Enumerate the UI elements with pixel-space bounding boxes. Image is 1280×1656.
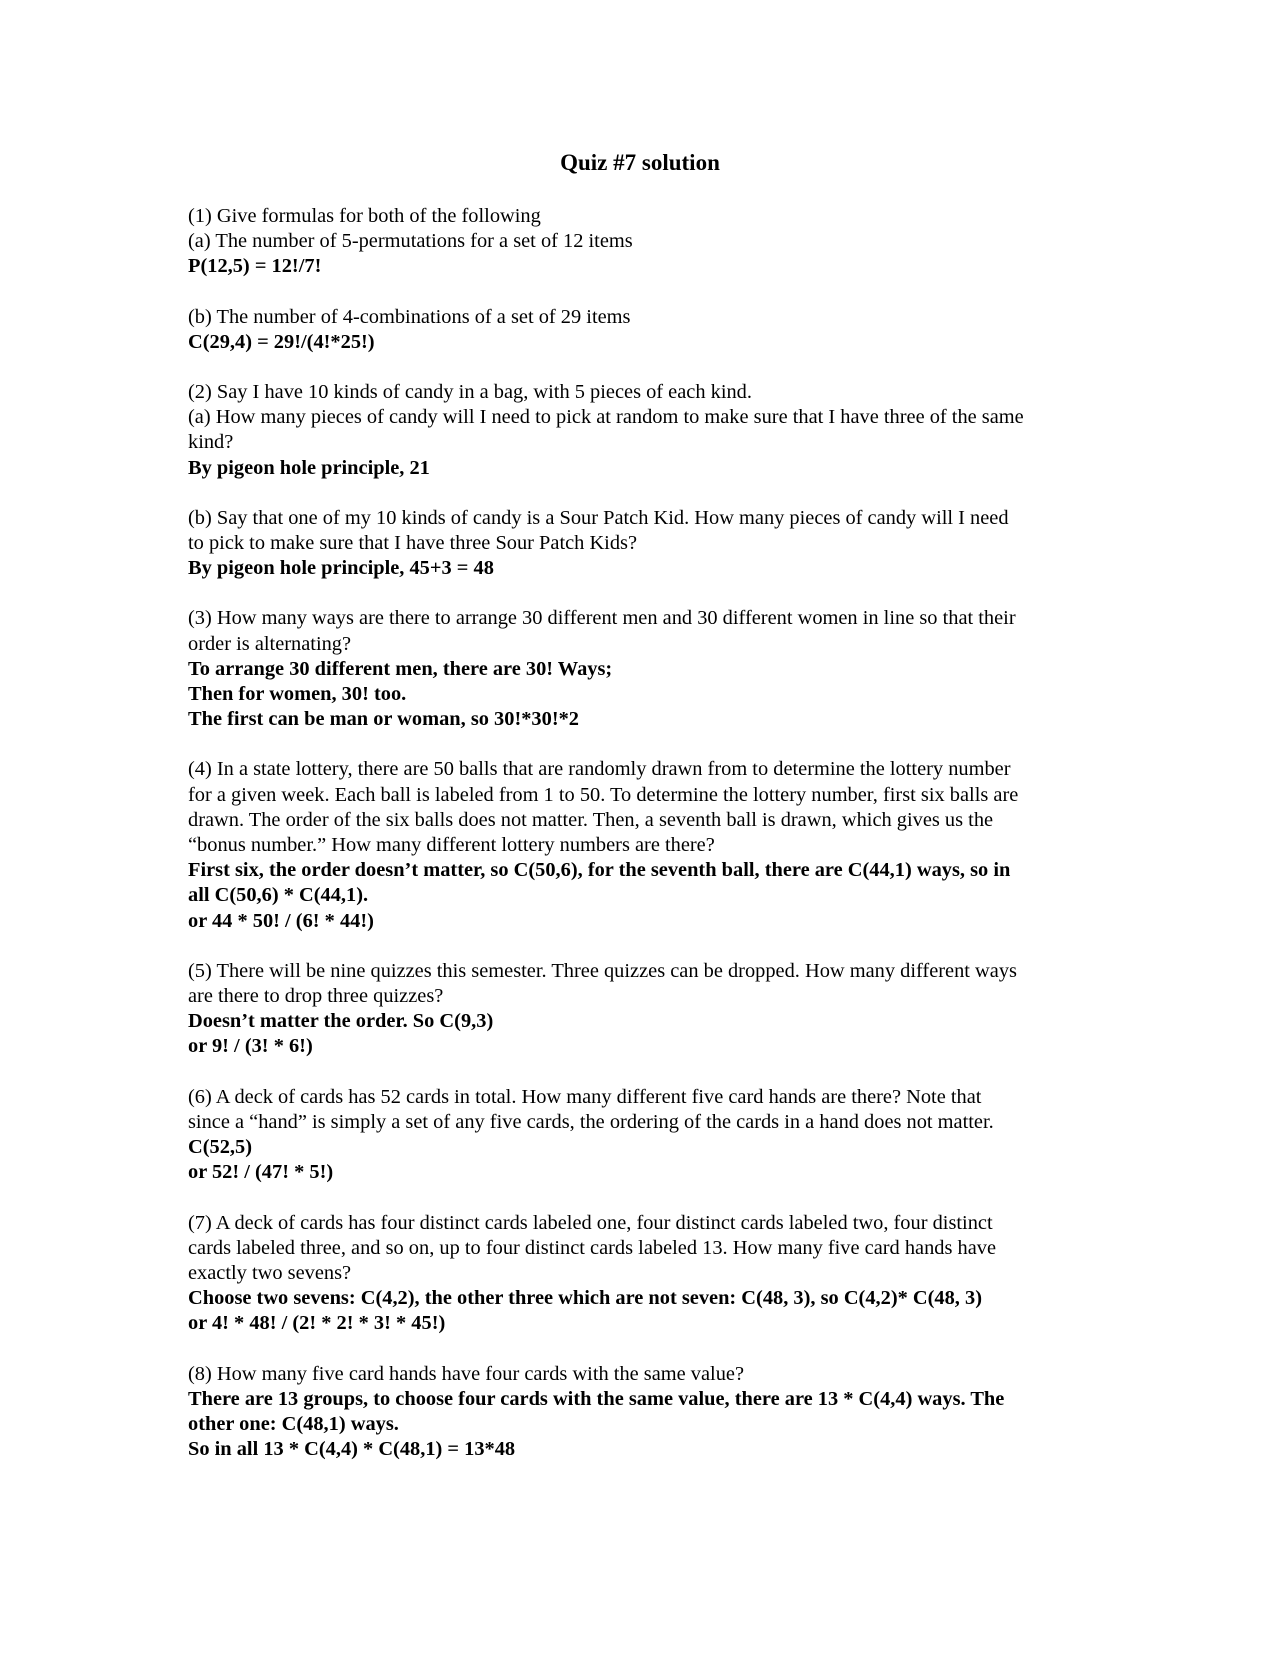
answer-line: The first can be man or woman, so 30!*30!*2 — [188, 708, 579, 731]
question-line: (4) In a state lottery, there are 50 balls that are randomly drawn from to determine the lottery number — [188, 758, 1011, 781]
question-section — [188, 959, 1088, 1060]
answer-line: By pigeon hole principle, 45+3 = 48 — [188, 557, 494, 580]
question-line: (3) How many ways are there to arrange 30 different men and 30 different women in line so that their — [188, 607, 1016, 630]
question-line: since a “hand” is simply a set of any five cards, the ordering of the cards in a hand does not matter. — [188, 1110, 994, 1133]
question-line: (b) Say that one of my 10 kinds of candy is a Sour Patch Kid. How many pieces of candy will I need — [188, 506, 1009, 529]
quiz-content — [188, 204, 1088, 1487]
question-line: cards labeled three, and so on, up to four distinct cards labeled 13. How many five card hands have — [188, 1236, 996, 1259]
question-line: order is alternating? — [188, 632, 352, 655]
question-line: (6) A deck of cards has 52 cards in total. How many different five card hands are there? Note that — [188, 1085, 982, 1108]
answer-line: Choose two sevens: C(4,2), the other three which are not seven: C(48, 3), so C(4,2)* C(48, 3) — [188, 1287, 982, 1310]
answer-line: To arrange 30 different men, there are 30! Ways; — [188, 657, 613, 680]
question-line: exactly two sevens? — [188, 1261, 352, 1284]
answer-line: or 44 * 50! / (6! * 44!) — [188, 909, 374, 932]
question-section — [188, 380, 1088, 481]
answer-line: or 9! / (3! * 6!) — [188, 1035, 313, 1058]
question-line: (5) There will be nine quizzes this semester. Three quizzes can be dropped. How many different ways — [188, 959, 1017, 982]
question-section — [188, 305, 1088, 355]
answer-line: First six, the order doesn’t matter, so C(50,6), for the seventh ball, there are C(44,1) ways, so in — [188, 859, 1011, 882]
answer-line: By pigeon hole principle, 21 — [188, 456, 430, 479]
question-section — [188, 757, 1088, 933]
question-line: drawn. The order of the six balls does not matter. Then, a seventh ball is drawn, which gives us the — [188, 808, 994, 831]
question-section — [188, 506, 1088, 582]
question-section — [188, 1362, 1088, 1463]
answer-line: or 4! * 48! / (2! * 2! * 3! * 45!) — [188, 1312, 446, 1335]
question-line: “bonus number.” How many different lottery numbers are there? — [188, 834, 715, 857]
answer-line: C(29,4) = 29!/(4!*25!) — [188, 330, 375, 353]
page-title: Quiz #7 solution — [560, 150, 720, 175]
answer-line: all C(50,6) * C(44,1). — [188, 884, 369, 907]
question-line: for a given week. Each ball is labeled from 1 to 50. To determine the lottery number, first six balls are — [188, 783, 1019, 806]
question-line: (2) Say I have 10 kinds of candy in a bag, with 5 pieces of each kind. — [188, 381, 752, 404]
answer-line: So in all 13 * C(4,4) * C(48,1) = 13*48 — [188, 1438, 516, 1461]
question-section — [188, 1085, 1088, 1186]
question-line: kind? — [188, 431, 234, 454]
answer-line: Doesn’t matter the order. So C(9,3) — [188, 1010, 494, 1033]
answer-line: P(12,5) = 12!/7! — [188, 255, 322, 278]
question-line: (7) A deck of cards has four distinct cards labeled one, four distinct cards labeled two, four distinct — [188, 1211, 993, 1234]
answer-line: Then for women, 30! too. — [188, 683, 407, 706]
question-line: (a) How many pieces of candy will I need to pick at random to make sure that I have three of the same — [188, 406, 1024, 429]
question-line: (a) The number of 5-permutations for a set of 12 items — [188, 230, 633, 253]
question-line: are there to drop three quizzes? — [188, 985, 444, 1008]
question-section — [188, 1211, 1088, 1337]
question-line: (1) Give formulas for both of the following — [188, 205, 541, 227]
answer-line: other one: C(48,1) ways. — [188, 1412, 399, 1435]
answer-line: C(52,5) — [188, 1136, 252, 1159]
answer-line: There are 13 groups, to choose four cards with the same value, there are 13 * C(4,4) ways. The — [188, 1387, 1005, 1410]
question-line: to pick to make sure that I have three Sour Patch Kids? — [188, 532, 638, 555]
question-line: (b) The number of 4-combinations of a set of 29 items — [188, 305, 631, 328]
question-section — [188, 204, 1088, 280]
question-section — [188, 606, 1088, 732]
question-line: (8) How many five card hands have four cards with the same value? — [188, 1362, 745, 1385]
answer-line: or 52! / (47! * 5!) — [188, 1161, 334, 1184]
